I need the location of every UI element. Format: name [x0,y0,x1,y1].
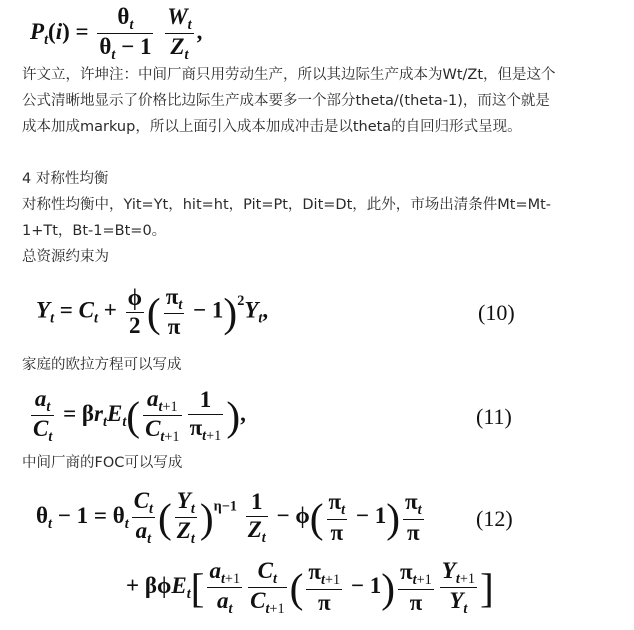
comment-line-1: 许文立，许坤注：中间厂商只用劳动生产，所以其边际生产成本为Wt/Zt，但是这个 [22,67,556,83]
comment-paragraph [22,62,618,140]
section-heading: 4 对称性均衡 [22,171,109,187]
equation-12-number: (12) [476,506,513,531]
euler-label: 家庭的欧拉方程可以写成 [22,357,182,373]
constraint-label: 总资源约束为 [22,249,109,265]
section-line-1: 对称性均衡中，Yit=Yt，hit=ht，Pit=Pt，Dit=Dt，此外，市场出清条件Mt=Mt- [22,197,552,213]
equation-11: $\frac{a_t}{C_t}$ = $\beta r_tE_t$( $\frac{a_{t+1}}{C_{t+1}}$ $\frac{1}{\pi_{t+1}}$ ), [33,386,246,446]
equation-10: $Y_t = C_t$ + $\frac{\phi}{2}$ ( $\frac{\pi_t}{\pi}$ − $1)^2Y_t$, [36,284,269,340]
equation-10-number: (10) [478,300,515,325]
section-paragraph [22,166,618,270]
section-line-2: 1+Tt，Bt-1=Bt=0。 [22,223,167,239]
equation-12-line-1: $\theta_t - 1 = \theta_t$ $\frac{C_t}{a_t}$ ( $\frac{Y_t}{Z_t}$ )$^{\eta-1}$ $\frac{1}{Z_t}$ − ϕ( $\frac{\pi_t}{\pi}$ − 1) $\frac{\pi_t}{\pi}$ [36,488,422,548]
equation-11-number: (11) [476,404,512,429]
comment-line-3: 成本加成markup，所以上面引入成本加成冲击是以theta的自回归形式呈现。 [22,119,522,135]
equation-12-line-2: + βϕE$_t$[ $\frac{a_{t+1}}{a_t}$ $\frac{C_t}{C_{t+1}}$ ( $\frac{\pi_{t+1}}{\pi}$ − 1) $\frac{\pi_{t+1}}{\pi}$ $\frac{Y_{t+1}}{Y_t}$ ] [126,558,494,618]
comment-line-2: 公式清晰地显示了价格比边际生产成本要多一个部分theta/(theta-1)，而这个就是 [22,93,550,109]
foc-label: 中间厂商的FOC可以写成 [22,455,183,471]
price-equation: $P_t(i)$ = $\frac{\theta_t}{\theta_t - 1}$ $\frac{W_t}{Z_t}$ , [30,4,203,64]
